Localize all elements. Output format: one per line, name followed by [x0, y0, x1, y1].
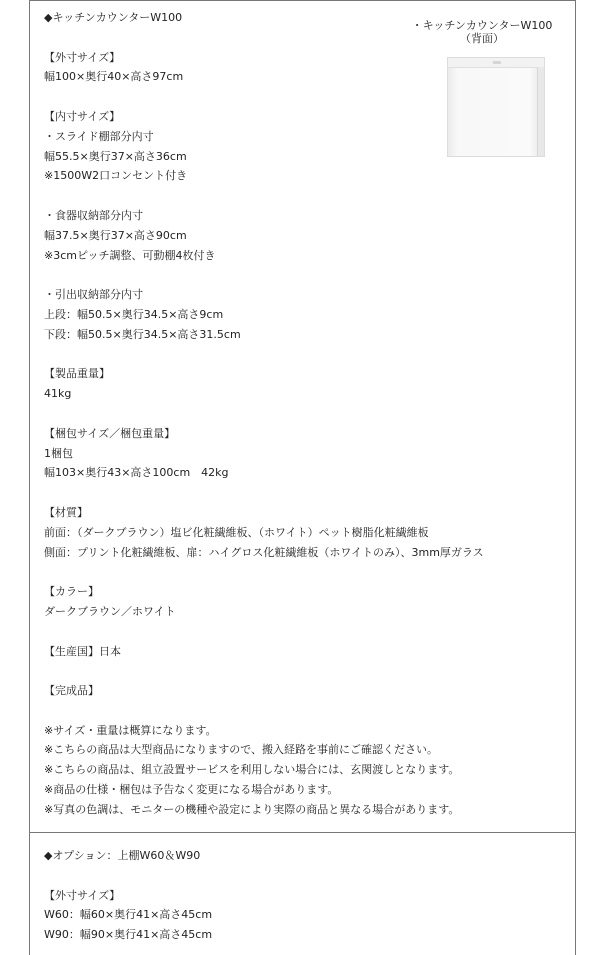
blank-line [44, 562, 564, 582]
text-line: 【材質】 [44, 505, 88, 519]
blank-line [44, 265, 564, 285]
text-line: 41kg [44, 387, 72, 401]
text-line: 【内寸サイズ】 [44, 109, 121, 123]
image-caption-line: ・キッチンカウンターW100 [411, 19, 553, 32]
text-line: ・引出収納部分内寸 [44, 288, 143, 302]
text-line: ※1500W2口コンセント付き [44, 169, 188, 183]
blank-line [44, 622, 564, 642]
product-image-back-view [447, 57, 545, 157]
text-line: 【生産国】日本 [44, 644, 121, 658]
text-line: ・スライド棚部分内寸 [44, 129, 154, 143]
blank-line [44, 866, 564, 886]
blank-line [44, 404, 564, 424]
top-divider [29, 0, 576, 1]
text-line: 幅55.5×奥行37×高さ36cm [44, 149, 187, 163]
blank-line [44, 701, 564, 721]
text-line: 幅100×奥行40×高さ97cm [44, 70, 184, 84]
text-line: 幅103×奥行43×高さ100cm 42kg [44, 466, 229, 480]
text-line: W60：幅60×奥行41×高さ45cm [44, 908, 213, 922]
text-line: 【カラー】 [44, 585, 99, 599]
text-line: ※商品の仕様・梱包は予告なく変更になる場合があります。 [44, 783, 339, 797]
text-line: ダークブラウン／ホワイト [44, 604, 176, 618]
image-caption-line: （背面） [460, 32, 504, 45]
frame-right-border [575, 0, 576, 955]
text-line: 【外寸サイズ】 [44, 888, 121, 902]
text-line: 1梱包 [44, 446, 73, 460]
blank-line [44, 186, 564, 206]
section-heading: ◆オプション：上棚W60＆W90 [44, 849, 201, 862]
text-line: ※こちらの商品は大型商品になりますので、搬入経路を事前にご確認ください。 [44, 743, 438, 757]
section-heading: ◆キッチンカウンターW100 [44, 11, 183, 24]
text-line: ※3cmピッチ調整、可動棚4枚付き [44, 248, 216, 262]
blank-line [44, 345, 564, 365]
text-line: 【製品重量】 [44, 367, 110, 381]
text-line: 前面：（ダークブラウン）塩ビ化粧繊維板、（ホワイト）ペット樹脂化粧繊維板 [44, 525, 429, 539]
text-line: 【外寸サイズ】 [44, 50, 121, 64]
frame-left-border [29, 0, 30, 955]
text-line: 上段：幅50.5×奥行34.5×高さ9cm [44, 307, 224, 321]
image-caption [398, 19, 566, 45]
text-line: 側面：プリント化粧繊維板、扉：ハイグロス化粧繊維板（ホワイトのみ）、3mm厚ガラス [44, 545, 484, 559]
text-line: W90：幅90×奥行41×高さ45cm [44, 928, 213, 942]
text-line: ※サイズ・重量は概算になります。 [44, 723, 217, 737]
text-line: ・食器収納部分内寸 [44, 208, 143, 222]
text-line: 幅37.5×奥行37×高さ90cm [44, 228, 187, 242]
text-line: ※こちらの商品は、組立設置サービスを利用しない場合には、玄関渡しとなります。 [44, 763, 460, 777]
section-option-upper-shelf [44, 846, 564, 945]
blank-line [44, 661, 564, 681]
section-divider [29, 832, 576, 833]
text-line: 【完成品】 [44, 684, 99, 698]
text-line: 【梱包サイズ／梱包重量】 [44, 426, 176, 440]
blank-line [44, 483, 564, 503]
text-line: 下段：幅50.5×奥行34.5×高さ31.5cm [44, 327, 241, 341]
text-line: ※写真の色調は、モニターの機種や設定により実際の商品と異なる場合があります。 [44, 802, 460, 816]
